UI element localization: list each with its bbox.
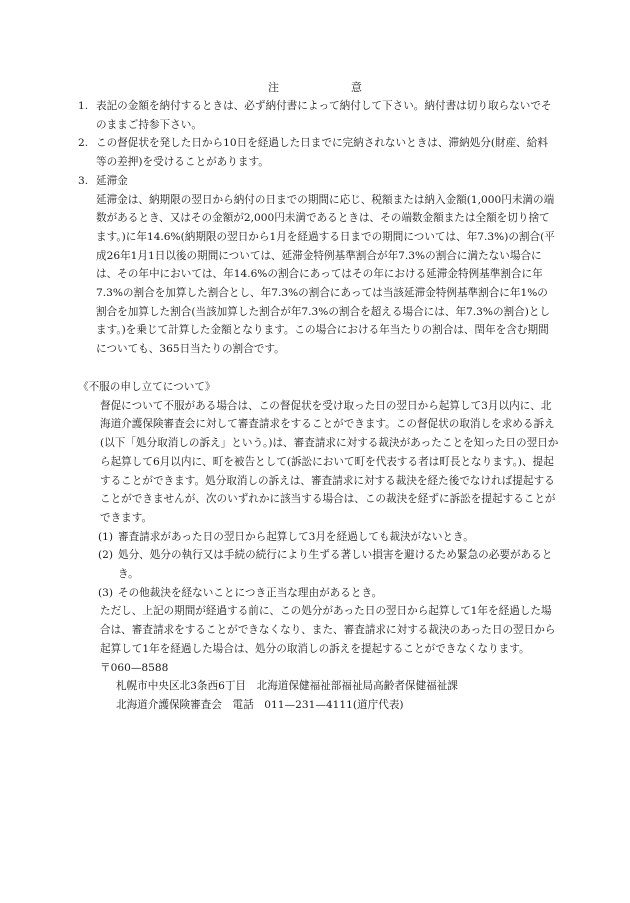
appeal-section [78, 378, 560, 715]
condition-text: 処分、処分の執行又は手続の続行により生ずる著しい損害を避けるため緊急の必要があるとき。 [118, 549, 553, 581]
list-item [78, 97, 558, 134]
appeal-proviso: ただし、上記の期間が経過する前に、この処分があった日の翌日から起算して1年を経過した場合は、審査請求をすることができなくなり、また、審査請求に対する裁決のあった日の翌日から起算して1年を経過した場合は、処分の取消しの訴えを提起することができなくなります。 [100, 605, 556, 655]
item-number: 3. [78, 174, 89, 187]
postal-code: 〒060—8588 [100, 661, 169, 674]
office-address: 札幌市中央区北3条西6丁目 北海道保健福祉部福祉局高齢者保健福祉課 [116, 680, 458, 693]
item-heading: 延滞金 [96, 174, 128, 187]
condition-text: 審査請求があった日の翌日から起算して3月を経過しても裁決がないとき。 [118, 530, 474, 543]
condition-number: (2) [98, 549, 114, 562]
list-item [78, 172, 558, 359]
appeal-heading: 《不服の申し立てについて》 [78, 381, 216, 393]
item-number: 2. [78, 137, 89, 150]
list-item [78, 134, 558, 171]
title-char-left: 注 [268, 81, 279, 94]
item-text: 表記の金額を納付するときは、必ず納付書によって納付して下さい。納付書は切り取らないでそのままご持参下さい。 [96, 100, 552, 131]
late-fee-explanation: 延滞金は、納期限の翌日から納付の日までの期間に応じ、税額または納入金額(1,000円未満の端数があるとき、又はその金額が2,000円未満であるときは、その端数金額または全額を切り捨てます。)に年14.6%(納期限の翌日から1月を経過する日までの期間については、年7.3%)の割合(平成26年1月1日以後の期間については、延滞金特例基準割合が年7.3%の割合に満たない場合には、その年中においては、年14.6%の割合にあってはその年における延滞金特例基準割合に年7.3%の割合を加算した割合とし、年7.3%の割合にあっては当該延滞金特例基準割合に年1%の割合を加算した割合(当該加算した割合が年7.3%の割合を超える場合には、年7.3%の割合)とします。)を乗じて計算した金額となります。この場合における年当たりの割合は、閏年を含む期間についても、365日当たりの割合です。 [96, 193, 555, 356]
condition-number: (3) [98, 586, 114, 599]
notice-title [0, 79, 630, 95]
appeal-body: 督促について不服がある場合は、この督促状を受け取った日の翌日から起算して3月以内に、北海道介護保険審査会に対して審査請求をすることができます。この督促状の取消しを求める訴え(以下「処分取消しの訴え」という。)は、審査請求に対する裁決があったことを知った日の翌日から起算して6月以内に、町を被告として(訴訟において町を代表する者は町長となります。)、提起することができます。処分取消しの訴えは、審査請求に対する裁決を経た後でなければ提起することができませんが、次のいずれかに該当する場合は、この裁決を経ずに訴訟を提起することができます。 [100, 399, 559, 524]
item-number: 1. [78, 100, 89, 112]
condition-item [78, 528, 560, 547]
condition-text: その他裁決を経ないことにつき正当な理由があるとき。 [118, 586, 383, 599]
condition-item [78, 546, 560, 583]
title-char-right: 意 [351, 81, 362, 94]
condition-number: (1) [98, 530, 114, 543]
office-contact: 北海道介護保険審査会 電話 011—231—4111(道庁代表) [116, 698, 404, 711]
notice-list [78, 97, 558, 359]
item-text: この督促状を発した日から10日を経過した日までに完納されないときは、滞納処分(財産、給料等の差押)を受けることがあります。 [96, 137, 548, 169]
condition-item [78, 584, 560, 603]
